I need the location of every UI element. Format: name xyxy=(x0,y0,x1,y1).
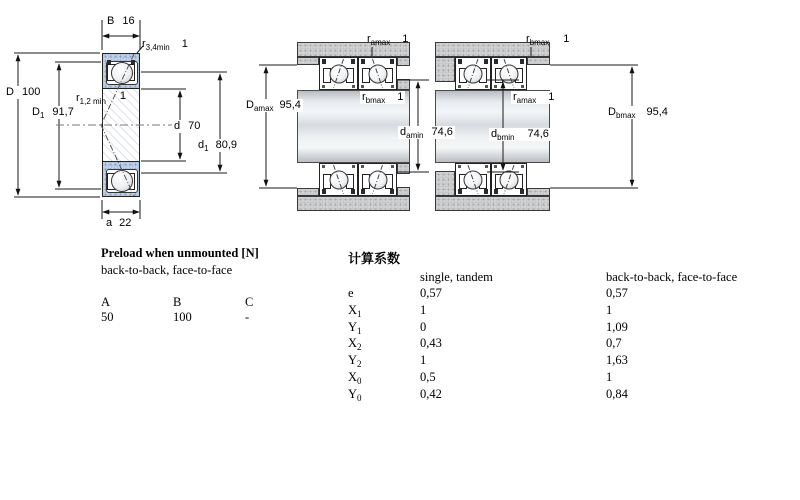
dim-val: 1 xyxy=(181,38,188,50)
dim-sub: bmax xyxy=(365,96,386,105)
dim-sym: D xyxy=(608,106,616,118)
factor-value-paired: 0,7 xyxy=(606,336,622,351)
dim-val: 1 xyxy=(119,90,127,102)
factor-symbol: $X_2$ xyxy=(348,336,362,353)
dim-label-D-amax xyxy=(244,99,303,112)
dim-val: 22 xyxy=(119,217,132,229)
dim-label-r-bmax-a xyxy=(360,91,405,104)
dim-sub: amin xyxy=(406,131,424,140)
dim-sub: 1,2 min xyxy=(79,97,106,106)
factor-value-paired: 1 xyxy=(606,302,613,317)
factors-header-back-to-back: back-to-back, face-to-face xyxy=(606,270,738,284)
dim-sym: D xyxy=(6,86,14,98)
dim-val: 95,4 xyxy=(279,99,301,111)
preload-value-b: 100 xyxy=(173,310,192,324)
factors-title: 计算系数 xyxy=(348,251,401,266)
preload-title: Preload when unmounted [N] xyxy=(101,246,259,260)
dim-sym: D xyxy=(246,99,254,111)
dim-sub: bmax xyxy=(615,111,636,120)
preload-header-b: B xyxy=(173,295,182,309)
dim-sym: d xyxy=(198,139,205,151)
factor-symbol: $Y_0$ xyxy=(348,386,362,403)
dim-val: 16 xyxy=(122,15,135,27)
dim-sym: a xyxy=(106,217,113,229)
dim-sym: r xyxy=(513,91,517,103)
dim-sub: 1 xyxy=(204,144,209,153)
factor-value-single: 0,43 xyxy=(420,336,442,351)
dim-sym: r xyxy=(526,33,530,45)
dim-val: 1 xyxy=(548,91,555,103)
dim-label-d xyxy=(172,120,202,133)
factor-value-paired: 1,09 xyxy=(606,319,628,334)
dim-val: 74,6 xyxy=(431,126,453,138)
preload-value-a: 50 xyxy=(101,310,114,324)
factor-value-single: 0,57 xyxy=(420,286,442,300)
factor-value-single: 0,42 xyxy=(420,386,442,401)
dim-sym: r xyxy=(367,33,371,45)
preload-header-c: C xyxy=(245,295,254,309)
dim-sub: bmin xyxy=(497,133,515,142)
dim-val: 91,7 xyxy=(52,106,74,118)
dim-sub: amax xyxy=(516,96,537,105)
dim-val: 80,9 xyxy=(215,139,237,151)
factor-symbol: $Y_1$ xyxy=(348,319,362,336)
dim-label-r12 xyxy=(76,92,126,105)
factors-header-single-tandem: single, tandem xyxy=(420,270,493,284)
dim-sym: B xyxy=(107,15,115,27)
factor-value-paired: 1 xyxy=(606,369,613,384)
factor-value-single: 1 xyxy=(420,302,427,317)
preload-value-c: - xyxy=(245,310,250,324)
dim-val: 1 xyxy=(397,91,404,103)
dim-sub: amax xyxy=(253,104,274,113)
dim-val: 70 xyxy=(188,120,201,132)
dim-label-B xyxy=(107,15,135,28)
factor-value-single: 0,5 xyxy=(420,369,436,384)
dim-sym: r xyxy=(142,38,146,50)
dim-val: 1 xyxy=(402,33,409,45)
dim-label-D1 xyxy=(30,106,76,119)
factor-value-paired: 0,84 xyxy=(606,386,628,401)
factor-value-paired: 1,63 xyxy=(606,353,628,368)
dim-lines-arrangement-a xyxy=(259,47,429,188)
dim-sub: 1 xyxy=(39,111,45,120)
factor-value-paired: 0,57 xyxy=(606,286,628,300)
dim-sym: d xyxy=(400,126,407,138)
dim-label-d1 xyxy=(196,139,239,152)
factor-value-single: 1 xyxy=(420,353,427,368)
dim-label-d-amin xyxy=(398,126,455,139)
dim-label-d-bmin xyxy=(489,128,551,141)
dim-label-a xyxy=(106,217,131,230)
dim-label-r-amax-a xyxy=(367,33,408,46)
factor-symbol: $Y_2$ xyxy=(348,353,362,370)
dim-sym: D xyxy=(32,106,40,118)
dim-val: 74,6 xyxy=(527,128,549,140)
factor-symbol: $X_1$ xyxy=(348,302,362,319)
dim-val: 100 xyxy=(21,86,41,98)
dim-sub: 3,4min xyxy=(145,43,170,52)
preload-header-a: A xyxy=(101,295,111,309)
dim-sym: r xyxy=(362,91,366,103)
dim-label-r-amax-b xyxy=(511,91,556,104)
dim-label-r-bmax-b xyxy=(526,33,569,46)
dim-sym: d xyxy=(491,128,498,140)
dim-label-D-bmax xyxy=(606,106,670,119)
dim-sub: amax xyxy=(370,38,391,47)
dim-sub: bmax xyxy=(529,38,550,47)
factor-value-single: 0 xyxy=(420,319,427,334)
dim-sym: d xyxy=(174,120,181,132)
factor-symbol: $X_0$ xyxy=(348,369,362,386)
preload-subtitle: back-to-back, face-to-face xyxy=(101,263,233,277)
dim-sym: r xyxy=(76,92,80,104)
dim-label-r34 xyxy=(142,38,188,51)
dim-val: 1 xyxy=(563,33,570,45)
dim-val: 95,4 xyxy=(646,106,668,118)
dim-label-D xyxy=(4,86,42,99)
factor-symbol: e xyxy=(348,286,354,300)
